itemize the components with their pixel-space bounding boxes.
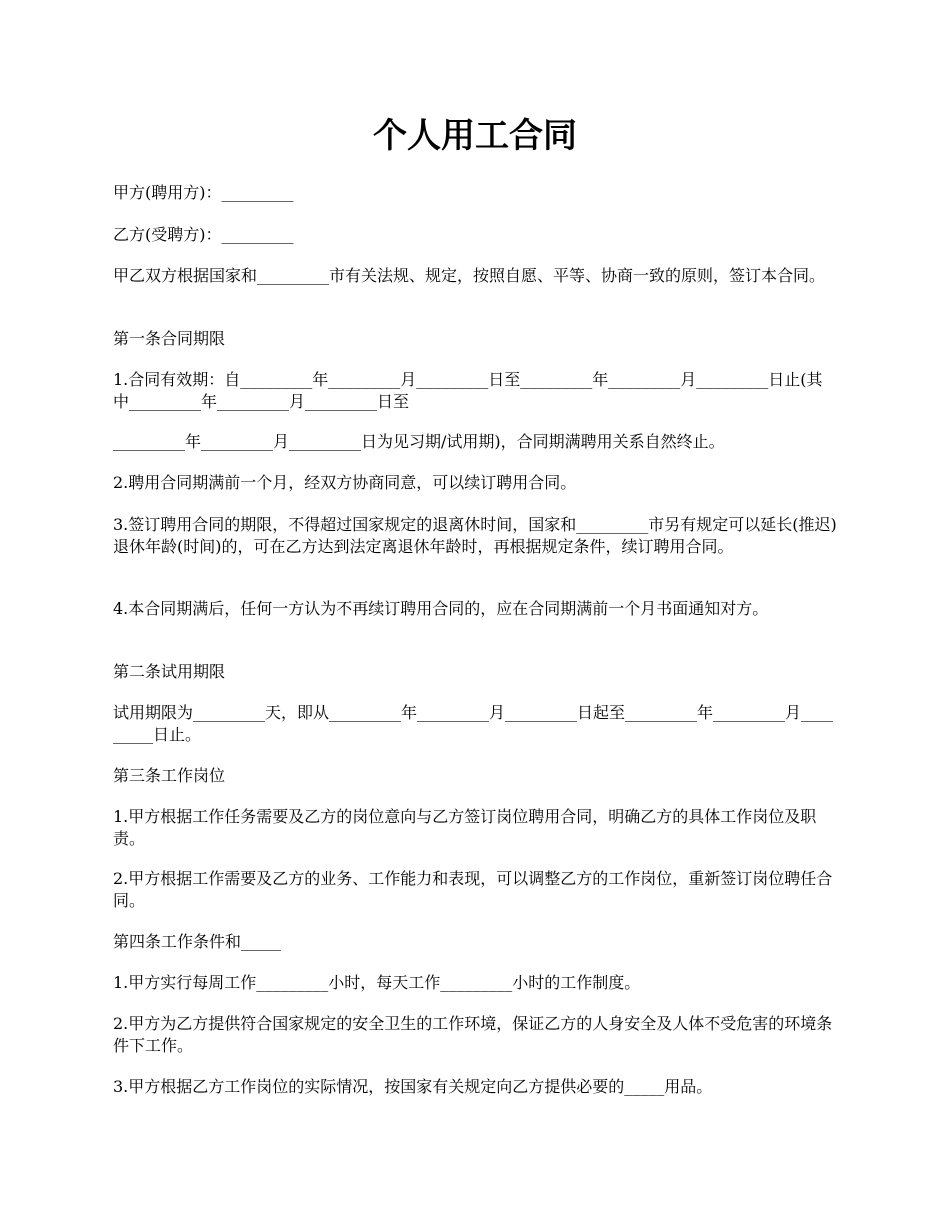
document-title: 个人用工合同: [373, 116, 577, 156]
clause-1-1-continued: _________年_________月_________日为见习期/试用期)，合同期满聘用关系自然终止。: [113, 432, 725, 451]
clause-1-2-renewal: 2.聘用合同期满前一个月，经双方协商同意，可以续订聘用合同。: [113, 473, 577, 492]
party-a-line: 甲方(聘用方)：_________: [113, 183, 294, 202]
clause-4-1-working-hours: 1.甲方实行每周工作_________小时，每天工作_________小时的工作制度。: [113, 973, 641, 992]
clause-3-2-adjustment: 2.甲方根据工作需要及乙方的业务、工作能力和表现，可以调整乙方的工作岗位，重新签订岗位聘任合同。: [113, 869, 833, 910]
clause-4-2-environment: 2.甲方为乙方提供符合国家规定的安全卫生的工作环境，保证乙方的人身安全及人体不受危害的环境条件下工作。: [113, 1014, 833, 1055]
section-heading-probation: 第二条试用期限: [113, 662, 226, 681]
clause-3-1-position: 1.甲方根据工作任务需要及乙方的岗位意向与乙方签订岗位聘用合同，明确乙方的具体工作岗位及职责。: [113, 807, 817, 848]
section-heading-position: 第三条工作岗位: [113, 766, 226, 785]
clause-1-3-term-limit: 3.签订聘用合同的期限，不得超过国家规定的退离休时间，国家和_________市另有规定可以延长(推迟)退休年龄(时间)的，可在乙方达到法定离退休年龄时，再根据规定条件，续订聘用合同。: [113, 515, 837, 556]
preamble-paragraph: 甲乙双方根据国家和_________市有关法规、规定，按照自愿、平等、协商一致的原则，签订本合同。: [113, 266, 826, 285]
section-heading-conditions: 第四条工作条件和_____: [113, 932, 282, 951]
clause-1-1-validity: 1.合同有效期：自_________年_________月_________日至_________年_________月_________日止(其中_________年_________月_________日至: [113, 370, 823, 411]
section-heading-contract-term: 第一条合同期限: [113, 329, 226, 348]
clause-4-3-supplies: 3.甲方根据乙方工作岗位的实际情况，按国家有关规定向乙方提供必要的_____用品。: [113, 1077, 713, 1096]
party-b-line: 乙方(受聘方)：_________: [113, 225, 294, 244]
clause-2-probation-period: 试用期限为_________天，即从_________年_________月_________日起至_________年_________月_________日止。: [113, 703, 834, 744]
clause-1-4-expiry-notice: 4.本合同期满后，任何一方认为不再续订聘用合同的，应在合同期满前一个月书面通知对方。: [113, 599, 769, 618]
